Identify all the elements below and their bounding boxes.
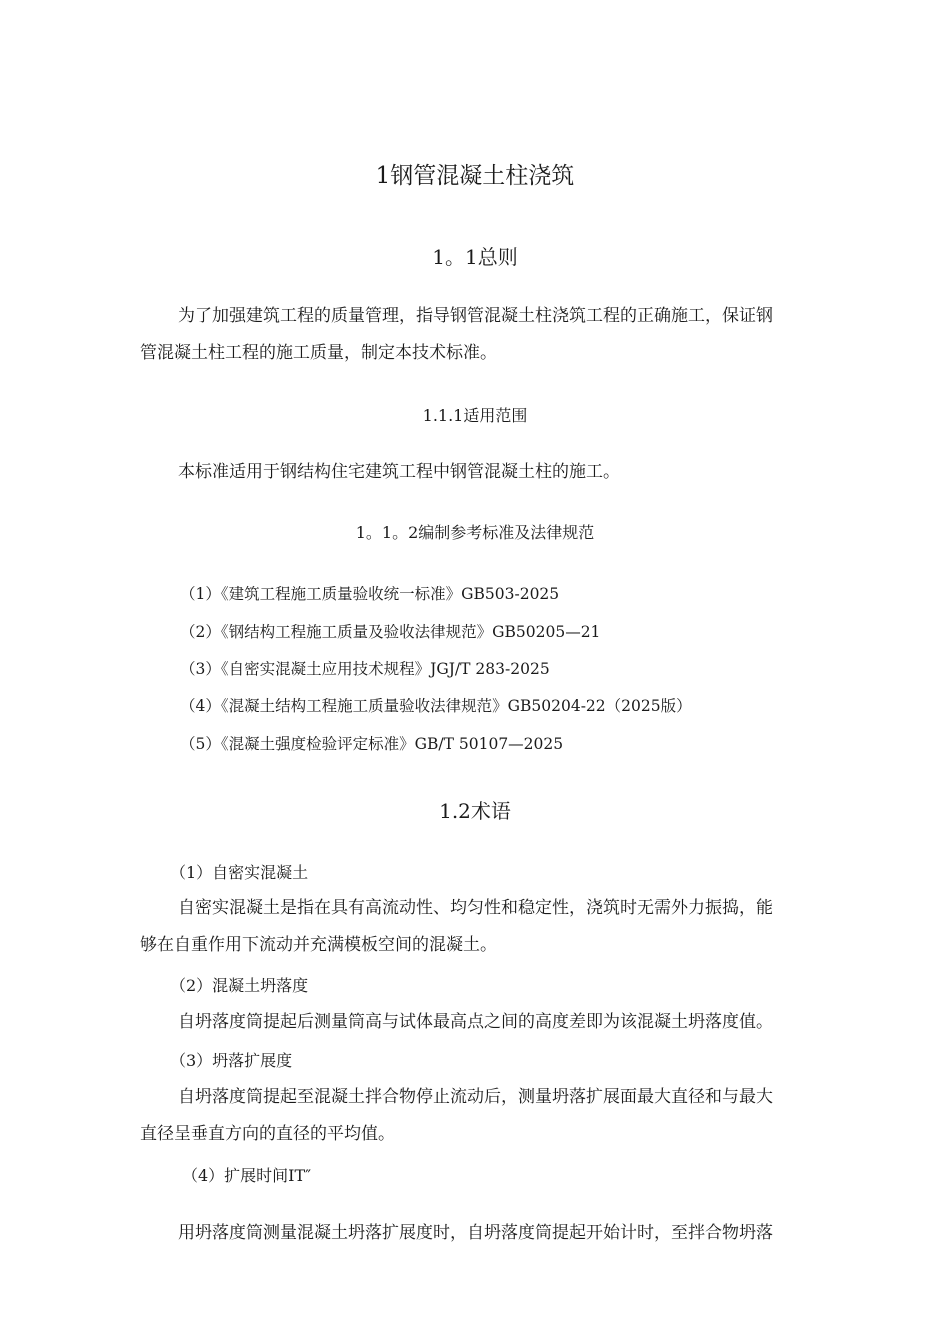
reference-item: （2）《钢结构工程施工质量及验收法律规范》GB50205—21 (180, 623, 601, 641)
terms-heading: 1.2术语 (439, 799, 511, 823)
section-heading-general: 1。1总则 (432, 245, 518, 269)
scope-text: 本标准适用于钢结构住宅建筑工程中钢管混凝土柱的施工。 (178, 462, 620, 482)
term-1-line2: 够在自重作用下流动并充满模板空间的混凝土。 (140, 935, 497, 955)
term-4-line1: 用坍落度筒测量混凝土坍落扩展度时，自坍落度筒提起开始计时，至拌合物坍落 (178, 1223, 773, 1243)
reference-item: （1）《建筑工程施工质量验收统一标准》GB503-2025 (180, 585, 560, 603)
term-3-line2: 直径呈垂直方向的直径的平均值。 (140, 1124, 395, 1144)
term-2-line1: 自坍落度筒提起后测量筒高与试体最高点之间的高度差即为该混凝土坍落度值。 (178, 1012, 773, 1032)
general-paragraph-line2: 管混凝土柱工程的施工质量，制定本技术标准。 (140, 343, 497, 363)
scope-heading: 1.1.1适用范围 (422, 406, 528, 425)
term-3-line1: 自坍落度筒提起至混凝土拌合物停止流动后，测量坍落扩展面最大直径和与最大 (178, 1087, 773, 1107)
reference-item: （5）《混凝土强度检验评定标准》GB/T 50107—2025 (180, 735, 564, 753)
term-1-line1: 自密实混凝土是指在具有高流动性、均匀性和稳定性，浇筑时无需外力振捣，能 (178, 898, 773, 918)
term-3-label: （3）坍落扩展度 (170, 1051, 293, 1070)
reference-item: （3）《自密实混凝土应用技术规程》JGJ/T 283-2025 (180, 660, 550, 678)
term-1-label: （1）自密实混凝土 (170, 863, 309, 882)
reference-item: （4）《混凝土结构工程施工质量验收法律规范》GB50204-22（2025版） (180, 697, 692, 715)
references-heading: 1。1。2编制参考标准及法律规范 (355, 523, 595, 542)
general-paragraph-line1: 为了加强建筑工程的质量管理，指导钢管混凝土柱浇筑工程的正确施工，保证钢 (178, 306, 773, 326)
chapter-title: 1钢管混凝土柱浇筑 (375, 163, 575, 189)
term-4-label: （4）扩展时间IT″ (182, 1166, 312, 1185)
term-2-label: （2）混凝土坍落度 (170, 976, 309, 995)
